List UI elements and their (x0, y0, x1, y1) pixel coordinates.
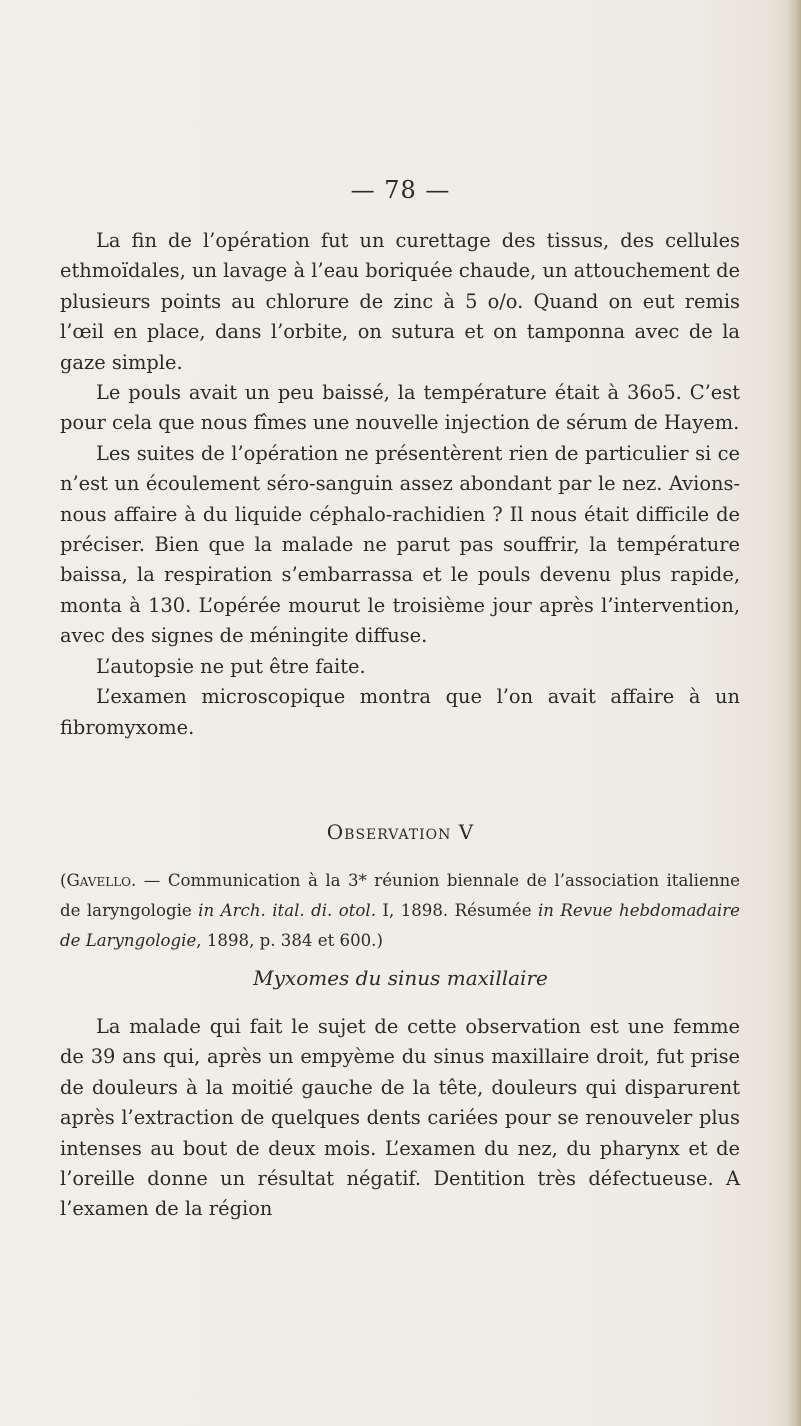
paragraph-case-description: La malade qui fait le sujet de cette observation est une femme de 39 ans qui, après un empyème du sinus maxillaire droit, fut prise de douleurs à la moitié gauche de la tête, douleurs qui disparurent après l’extraction de quelques dents cariées pour se renouveler plus intenses au bout de deux mois. L’examen du nez, du pharynx et de l’oreille donne un résultat négatif. Dentition très défectueuse. A l’examen de la région (60, 1015, 740, 1221)
paragraph-aftermath: Les suites de l’opération ne présentèrent rien de particulier si ce n’est un écoulement séro-sanguin assez abondant par le nez. Avions-nous affaire à du liquide céphalo-rachidien ? Il nous était difficile de préciser. Bien que la malade ne parut pas souffrir, la température baissa, la respiration s’embarrassa et le pouls devenu plus rapide, monta à 130. L’opérée mourut le troisième jour après l’intervention, avec des signes de méningite diffuse. (60, 441, 740, 648)
citation-author: Gavello. (66, 871, 137, 890)
page-number: — 78 — (350, 176, 451, 204)
citation-text-1: — Communication à la 3* réunion biennale de l’association italienne de laryngologie (60, 871, 740, 920)
citation-journal-1: Arch. ital. di. otol. (214, 901, 376, 920)
citation (60, 866, 740, 956)
citation-text-3: , 1898, p. 384 et 600.) (196, 931, 383, 950)
body-text-top (60, 226, 740, 743)
page-edge-shadow (787, 0, 801, 1426)
section-title: Myxomes du sinus maxillaire (253, 966, 548, 990)
citation-text-2: I, 1898. Résumée (375, 901, 538, 920)
citation-in-2: in (537, 901, 554, 920)
citation-open: ( (60, 871, 67, 890)
paragraph-autopsy: L’autopsie ne put être faite. (96, 654, 366, 678)
paragraph-microscopy: L’examen microscopique montra que l’on avait affaire à un fibromyxome. (60, 685, 740, 739)
body-text-bottom (60, 1012, 740, 1225)
citation-in-1: in (198, 901, 215, 920)
observation-heading: Observation V (326, 820, 475, 844)
paragraph-operation-end: La fin de l’opération fut un curettage des tissus, des cellules ethmoïdales, un lavage à l’eau boriquée chaude, un attouchement de plusieurs points au chlorure de zinc à 5 o/o. Quand on eut remis l’œil en place, dans l’orbite, on sutura et on tamponna avec de la gaze simple. (60, 229, 740, 374)
citation-journal-2: Revue hebdomadaire de Laryngologie (60, 901, 740, 950)
paragraph-pulse: Le pouls avait un peu baissé, la température était à 36o5. C’est pour cela que nous fîmes une nouvelle injection de sérum de Hayem. (60, 381, 740, 435)
